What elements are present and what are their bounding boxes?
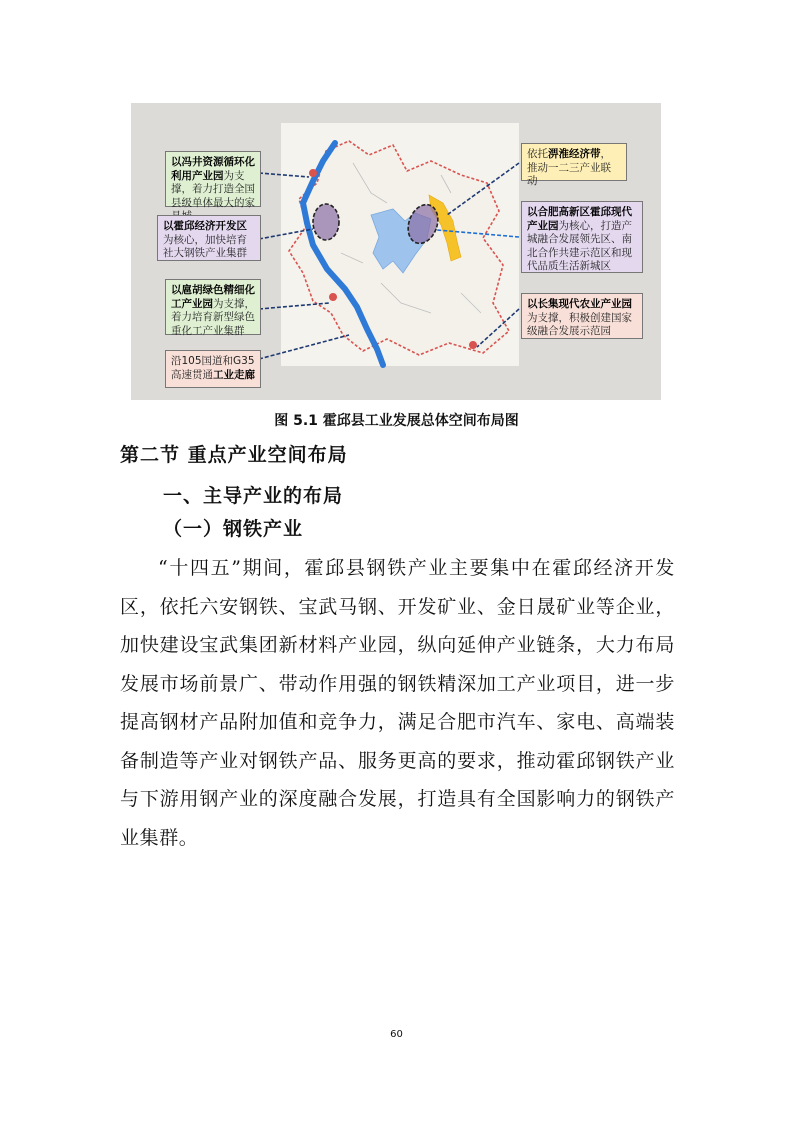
callout-industrial-corridor — [165, 350, 261, 388]
callout-bold-text: 以扈胡绿色精细化工产业园 — [171, 284, 255, 310]
industrial-layout-map-figure — [131, 103, 661, 400]
callout-bold-text: 淠淮经济带 — [548, 148, 601, 160]
subsection-title: 一、主导产业的布局 — [163, 485, 344, 507]
callout-economic-belt — [521, 143, 627, 187]
callout-fengjing-park — [165, 151, 261, 207]
callout-kaifaqu — [157, 215, 261, 261]
callout-text: 为支撑，积极创建国家级融合发展示范园 — [527, 311, 632, 337]
location-pin-icon — [309, 169, 317, 177]
callout-hefei-park — [521, 201, 643, 273]
figure-caption: 图 5.1 霍邱县工业发展总体空间布局图 — [274, 413, 519, 429]
callout-text: 为核心，打造产城融合发展领先区、南北合作共建示范区和现代品质生活新城区 — [527, 219, 632, 272]
subsubsection-title: （一）钢铁产业 — [163, 518, 304, 540]
callout-bold-text: 工业走廊 — [213, 368, 255, 381]
callout-text: ，推动一二三产业联动 — [527, 148, 611, 187]
callout-text: 为核心，加快培育社大钢铁产业集群 — [163, 233, 247, 259]
callout-text: 沿105国道和G35高速贯通 — [171, 355, 255, 381]
page-number: 60 — [390, 1029, 403, 1040]
callout-text: 依托 — [527, 148, 548, 160]
callout-text: 为支撑，着力打造全国县级单体最大的家 — [171, 169, 255, 209]
location-pin-icon — [329, 293, 337, 301]
kaifaqu-ellipse — [313, 204, 339, 240]
callout-bold-text: 以冯井资源循环化利用产业园 — [171, 156, 255, 182]
callout-changji-park — [521, 293, 643, 339]
callout-bold-text: 以长集现代农业产业园 — [527, 298, 632, 310]
callout-bold-text: 以霍邱经济开发区 — [163, 220, 247, 232]
section-title: 第二节 重点产业空间布局 — [120, 444, 348, 466]
location-pin-icon — [469, 341, 477, 349]
callout-text: 为支撑，着力培育新型绿色重化工产业集群 — [171, 297, 255, 337]
callout-bold-text: 以合肥高新区霍邱现代产业园 — [527, 206, 632, 232]
callout-huhu-park — [165, 279, 261, 335]
body-paragraph: “十四五”期间，霍邱县钢铁产业主要集中在霍邱经济开发区，依托六安钢铁、宝武马钢、开发矿业、金日晟矿业等企业，加快建设宝武集团新材料产业园，纵向延伸产业链条，大力布局发展市场前景广、带动作用强的钢铁精深加工产业项目，进一步提高钢材产品附加值和竞争力，满足合肥市汽车、家电、高端装备制造等产业对钢铁产品、服务更高的要求，推动霍邱钢铁产业与下游用钢产业的深度融合发展，打造具有全国影响力的钢铁产业集群。 — [120, 557, 675, 849]
